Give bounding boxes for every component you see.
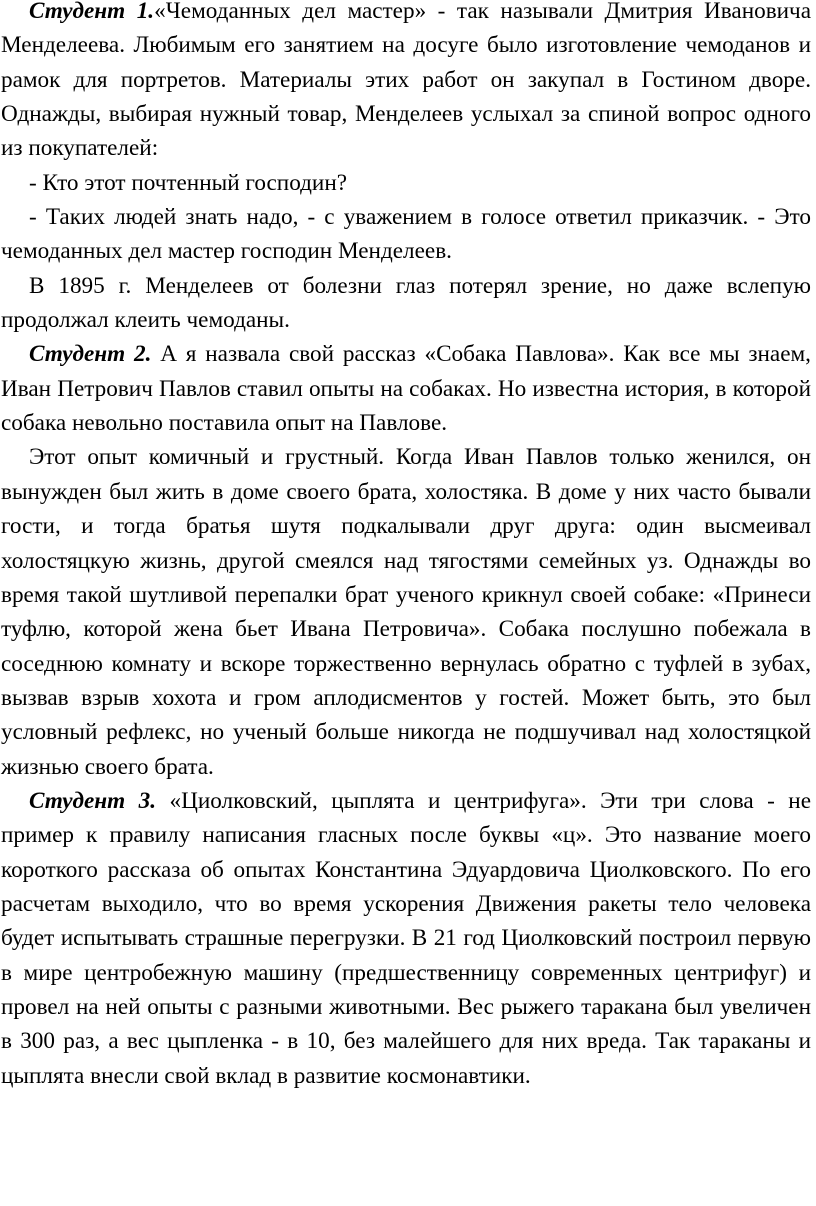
paragraph-text: - Таких людей знать надо, - с уважением в голосе ответил приказчик. - Это чемоданных дел мастер господин Менделеев.	[1, 204, 811, 265]
paragraph-dialogue-answer	[1, 200, 811, 269]
speaker-label: Студент 2.	[29, 341, 152, 368]
paragraph-blindness	[1, 269, 811, 338]
paragraph-student-3	[1, 784, 811, 1093]
paragraph-text: - Кто этот почтенный господин?	[29, 169, 348, 196]
speaker-label: Студент 3.	[29, 787, 157, 814]
paragraph-text: Этот опыт комичный и грустный. Когда Иван Павлов только женился, он вынужден был жить в доме своего брата, холостяка. В доме у них часто бывали гости, и тогда братья шутя подкалывали друг друга: один высмеивал холостяцкую жизнь, другой смеялся над тягостями семейных уз. Однажды во время такой шутливой перепалки брат ученого крикнул своей собаке: «Принеси туфлю, которой жена бьет Ивана Петровича». Собака послушно побежала в соседнюю комнату и вскоре торжественно вернулась обратно с туфлей в зубах, вызвав взрыв хохота и гром аплодисментов у гостей. Может быть, это был условный рефлекс, но ученый больше никогда не подшучивал над холостяцкой жизнью своего брата.	[1, 444, 811, 780]
paragraph-text: «Чемоданных дел мастер» - так называли Дмитрия Ивановича Менделеева. Любимым его занятием на досуге было изготовление чемоданов и рамок для портретов. Материалы этих работ он закупал в Гостином дворе. Однажды, выбирая нужный товар, Менделеев услыхал за спиной вопрос одного из покупателей:	[1, 0, 812, 162]
speaker-label: Студент 1.	[29, 0, 155, 24]
paragraph-student-1	[1, 0, 811, 166]
paragraph-student-2	[1, 337, 811, 440]
paragraph-text: «Циолковский, цыплята и центрифуга». Эти три слова - не пример к правилу написания гласных после буквы «ц». Это название моего короткого рассказа об опытах Константина Эдуардовича Циолковского. По его расчетам выходило, что во время ускорения Движения ракеты тело человека будет испытывать страшные перегрузки. В 21 год Циолковский построил первую в мире центробежную машину (предшественницу современных центрифуг) и провел на ней опыты с разными животными. Вес рыжего таракана был увеличен в 300 раз, а вес цыпленка - в 10, без малейшего для них вреда. Так тараканы и цыплята внесли свой вклад в развитие космонавтики.	[1, 787, 811, 1089]
paragraph-dialogue-question	[1, 166, 811, 200]
paragraph-text: В 1895 г. Менделеев от болезни глаз потерял зрение, но даже вслепую продолжал клеить чемоданы.	[1, 272, 811, 334]
paragraph-text: А я назвала свой рассказ «Собака Павлова». Как все мы знаем, Иван Петрович Павлов ставил опыты на собаках. Но известна история, в которой собака невольно поставила опыт на Павлове.	[1, 341, 811, 437]
paragraph-pavlov-story	[1, 440, 811, 783]
